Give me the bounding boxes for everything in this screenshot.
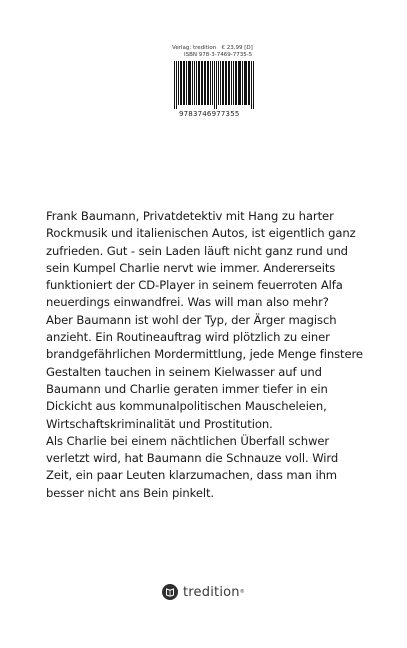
blurb-paragraph: Frank Baumann, Privatdetektiv mit Hang zu harter Rockmusik und italienischen Autos, ist eigentlich ganz zufrieden. Gut - sein Laden läuft nicht ganz rund und sein Kumpel Charlie nervt wie immer. Andererseits funktioniert der CD-Player in seinem feuerroten Alfa neuerdings einwandfrei. Was will man also mehr? [46, 209, 356, 310]
publisher-label: Verlag: tredition [172, 45, 217, 51]
barcode-bar [210, 61, 211, 105]
ean-number: 9783746977355 [179, 110, 240, 118]
blurb-paragraph: Aber Baumann ist wohl der Typ, der Ärger magisch anzieht. Ein Routineauftrag wird plötzlich zu einer brandgefährlichen Mordermittlung, jede Menge finstere Gestalten tauchen in seinem Kielwasser auf und Baumann und Charlie geraten immer tiefer in ein Dickicht aus kommunalpolitischen Mauscheleien, Wirtschaftskriminalität und Prostitution. [46, 312, 363, 431]
barcode-bar [231, 61, 232, 105]
barcode-bar [174, 61, 175, 109]
tredition-book-icon [162, 584, 178, 600]
barcode-bar [192, 61, 193, 105]
barcode-bar [204, 61, 206, 105]
barcode-bar [188, 61, 191, 105]
barcode-bar [207, 61, 209, 105]
barcode-bar [180, 61, 182, 105]
barcode-bar [183, 61, 185, 105]
barcode-bar [220, 61, 221, 105]
back-cover-blurb [46, 208, 366, 502]
barcode-bar [244, 61, 247, 105]
publisher-logo [162, 584, 245, 600]
registered-mark: ® [239, 589, 245, 595]
barcode-bar [194, 61, 195, 105]
isbn-label: ISBN 978-3-7469-7735-5 [184, 52, 253, 58]
barcode-bar [238, 61, 241, 105]
barcode-bar [186, 61, 187, 105]
barcode-bar [196, 61, 197, 105]
barcode-bar [176, 61, 177, 109]
barcode-bar [201, 61, 203, 105]
barcode-bar [212, 61, 213, 105]
barcode-bar [228, 61, 230, 105]
barcode-bar [218, 61, 219, 105]
barcode-bar [242, 61, 243, 105]
barcode-bar [178, 61, 179, 105]
barcode-bar [214, 61, 215, 109]
blurb-paragraph: Als Charlie bei einem nächtlichen Überfall schwer verletzt wird, hat Baumann die Schnauze voll. Wird Zeit, ein paar Leuten klarzumachen, dass man ihm besser nicht ans Bein pinkelt. [46, 433, 339, 500]
price-label: € 23,99 [D] [221, 45, 253, 51]
barcode-bar [216, 61, 217, 109]
brand-name: tredition [183, 584, 240, 600]
barcode-bar [198, 61, 200, 105]
barcode-bar [248, 61, 250, 105]
barcode-bar [233, 61, 234, 105]
publisher-price-line [172, 45, 262, 52]
barcode-bar [251, 61, 252, 109]
barcode-bar [225, 61, 227, 105]
barcode-bars [172, 61, 260, 109]
barcode-bar [222, 61, 224, 105]
barcode-block [172, 45, 262, 125]
barcode-bar [235, 61, 237, 105]
barcode-bar [253, 61, 254, 109]
